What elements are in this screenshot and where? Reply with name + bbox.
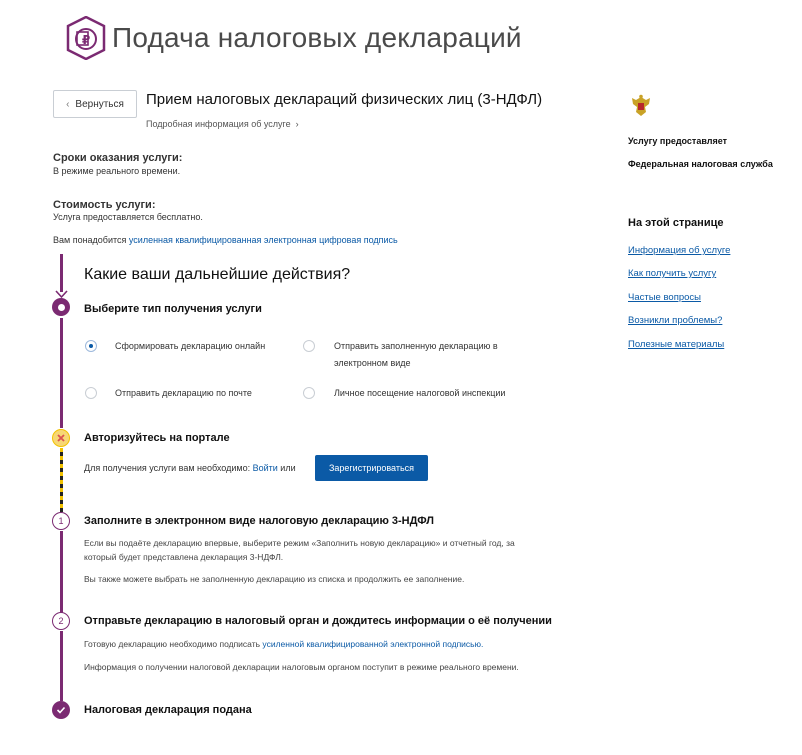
cost-value: Услуга предоставляется беcплатно.: [53, 212, 203, 222]
svg-text:₽: ₽: [81, 33, 91, 47]
radio-electronic[interactable]: [303, 340, 315, 352]
site-logo-icon: [65, 16, 107, 60]
register-button[interactable]: Зарегистрироваться: [315, 455, 428, 481]
chevron-left-icon: ‹: [66, 98, 70, 110]
radio-visit-label[interactable]: Личное посещение налоговой инспекции: [334, 388, 506, 398]
step-number-1: 1: [52, 512, 70, 530]
provider-name: Федеральная налоговая служба: [628, 159, 773, 169]
radio-mail[interactable]: [85, 387, 97, 399]
toc-link-how-to-get[interactable]: Как получить услугу: [628, 268, 717, 279]
step2-text-line2: Информация о получении налоговой декларации налоговым органом поступит в режиме реального времени.: [84, 662, 519, 672]
terms-label: Сроки оказания услуги:: [53, 152, 183, 164]
choose-type-title: Выберите тип получения услуги: [84, 303, 262, 315]
back-button[interactable]: [53, 90, 137, 118]
toc-link-problems[interactable]: Возникли проблемы?: [628, 315, 723, 326]
radio-visit[interactable]: [303, 387, 315, 399]
chevron-right-icon: ›: [293, 119, 299, 129]
signature-note: Вам понадобится усиленная квалифицированная электронная цифровая подпись: [53, 235, 398, 245]
toc-title: На этой странице: [628, 217, 724, 229]
radio-electronic-label-cont[interactable]: электронном виде: [334, 358, 411, 368]
auth-required-icon: [52, 429, 70, 447]
signature-link[interactable]: усиленная квалифицированная электронная цифровая подпись: [128, 235, 398, 245]
step2-title: Отправьте декларацию в налоговый орган и дождитесь информации о её получении: [84, 615, 552, 627]
radio-electronic-label[interactable]: Отправить заполненную декларацию в: [334, 341, 498, 351]
step-number-2: 2: [52, 612, 70, 630]
login-link[interactable]: Войти: [252, 463, 278, 473]
toc-link-materials[interactable]: Полезные материалы: [628, 339, 725, 350]
timeline-line: [60, 631, 63, 701]
page-title: Подача налоговых деклараций: [112, 22, 522, 53]
timeline-line: [60, 531, 63, 613]
service-details-link[interactable]: Подробная информация об услуге ›: [146, 119, 299, 129]
toc-link-faq[interactable]: Частые вопросы: [628, 292, 701, 303]
toc-link-service-info[interactable]: Информация об услуге: [628, 245, 731, 256]
step1-text-line3: Вы также можете выбрать не заполненную декларацию из списка и продолжить ее заполнение.: [84, 574, 465, 584]
coat-of-arms-icon: [630, 94, 652, 118]
radio-online-label[interactable]: Сформировать декларацию онлайн: [115, 341, 266, 351]
step1-text-line2: который будет представлена декларация 3-НДФЛ.: [84, 552, 284, 562]
terms-value: В режиме реального времени.: [53, 166, 181, 176]
radio-online[interactable]: [85, 340, 97, 352]
step2-text-line1: Готовую декларацию необходимо подписать усиленной квалифицированной электронной подписью.: [84, 639, 484, 649]
step1-text-line1: Если вы подаёте декларацию впервые, выберите режим «Заполнить новую декларацию» и отчетный год, за: [84, 538, 515, 548]
timeline-line: [60, 318, 63, 428]
back-button-label: Вернуться: [75, 98, 124, 110]
auth-title: Авторизуйтесь на портале: [84, 432, 230, 444]
auth-text: Для получения услуги вам необходимо: Войти или: [84, 463, 296, 473]
check-icon: [52, 701, 70, 719]
step1-title: Заполните в электронном виде налоговую декларацию 3-НДФЛ: [84, 515, 434, 527]
next-actions-heading: Какие ваши дальнейшие действия?: [84, 266, 351, 283]
service-title: Прием налоговых деклараций физических лиц (3-НДФЛ): [146, 91, 543, 108]
provider-label: Услугу предоставляет: [628, 136, 728, 146]
step2-signature-link[interactable]: усиленной квалифицированной электронной подписью.: [262, 639, 484, 649]
cost-label: Стоимость услуги:: [53, 199, 156, 211]
timeline-line-pending: [60, 448, 63, 512]
final-step-title: Налоговая декларация подана: [84, 704, 252, 716]
radio-mail-label[interactable]: Отправить декларацию по почте: [115, 388, 252, 398]
step-active-icon: [52, 298, 70, 316]
